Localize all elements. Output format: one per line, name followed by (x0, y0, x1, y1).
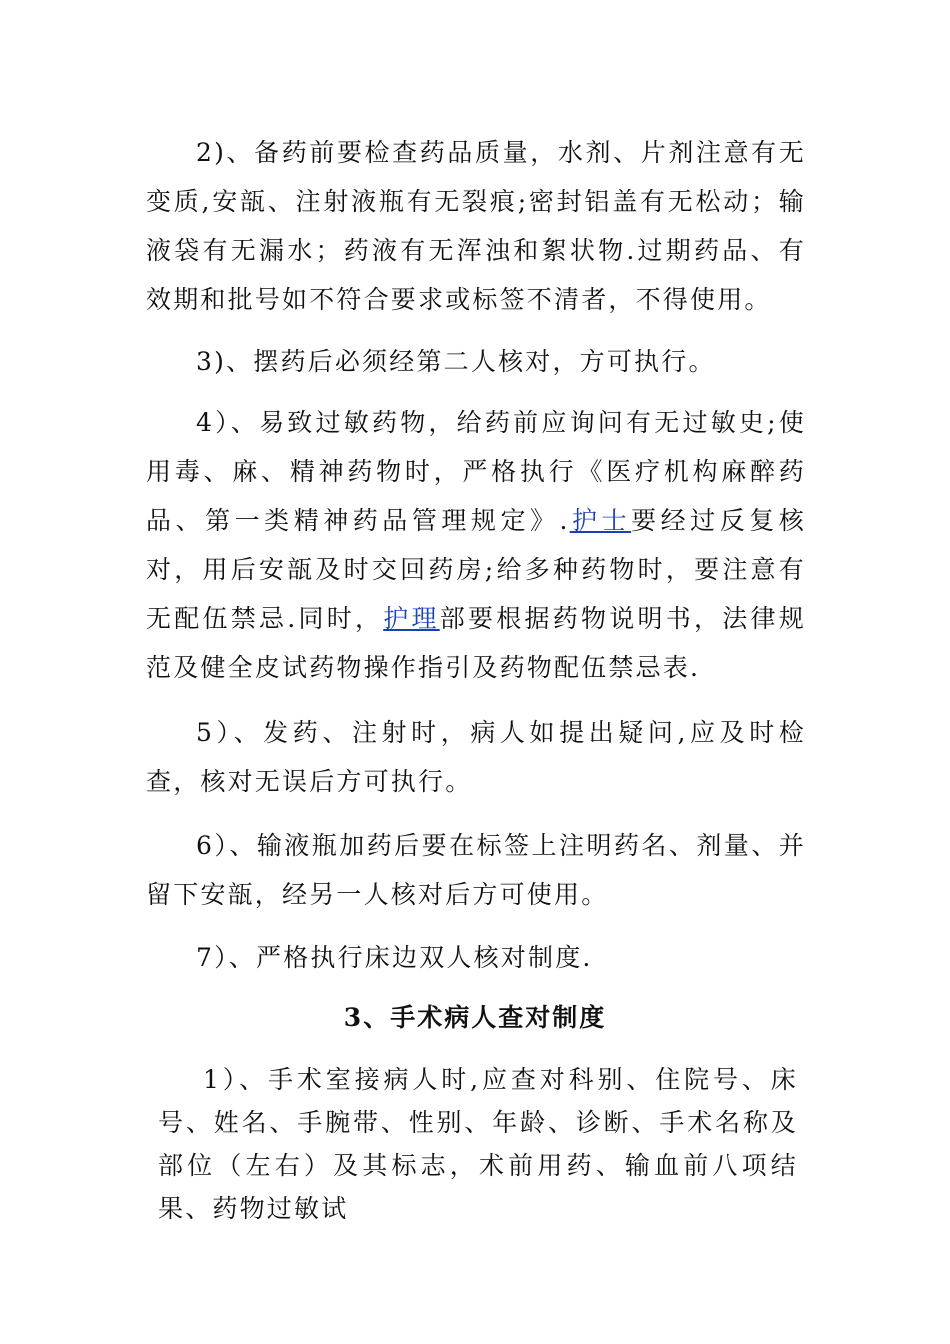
paragraph-4-text-a: 4）、易致过敏药物，给药前应询问有无过敏史;使用毒、麻、精神药物时，严格执行《医疗机构麻醉药品、第一类精神药品管理规定》. (146, 408, 806, 535)
paragraph-2: 2)、备药前要检查药品质量，水剂、片剂注意有无变质,安瓿、注射液瓶有无裂痕;密封铝盖有无松动；输液袋有无漏水；药液有无浑浊和絮状物.过期药品、有效期和批号如不符合要求或标签不清者，不得使用。 (146, 138, 806, 314)
paragraph-4 (146, 398, 806, 692)
paragraph-5: 5）、发药、注射时，病人如提出疑问,应及时检查，核对无误后方可执行。 (146, 718, 806, 796)
paragraph-4-text-b: 要经过反复核对，用后安瓿及时交回药房;给多种药物时，要注意有无配伍禁忌.同时， (146, 506, 807, 633)
link-nurse[interactable]: 护士 (569, 506, 632, 535)
paragraph-6: 6）、输液瓶加药后要在标签上注明药名、剂量、并留下安瓿，经另一人核对后方可使用。 (146, 831, 806, 909)
link-nursing[interactable]: 护理 (383, 604, 440, 633)
paragraph-3: 3)、摆药后必须经第二人核对，方可执行。 (196, 347, 716, 376)
paragraph-7: 7）、严格执行床边双人核对制度. (196, 943, 593, 972)
section-heading: 3、手术病人查对制度 (343, 1003, 607, 1032)
surgery-paragraph-1: 1）、手术室接病人时,应查对科别、住院号、床号、姓名、手腕带、性别、年龄、诊断、手术名称及部位（左右）及其标志，术前用药、输血前八项结果、药物过敏试 (158, 1065, 798, 1223)
paragraph-4-text-c: 部要根据药物说明书，法律规范及健全皮试药物操作指引及药物配伍禁忌表. (146, 604, 806, 682)
